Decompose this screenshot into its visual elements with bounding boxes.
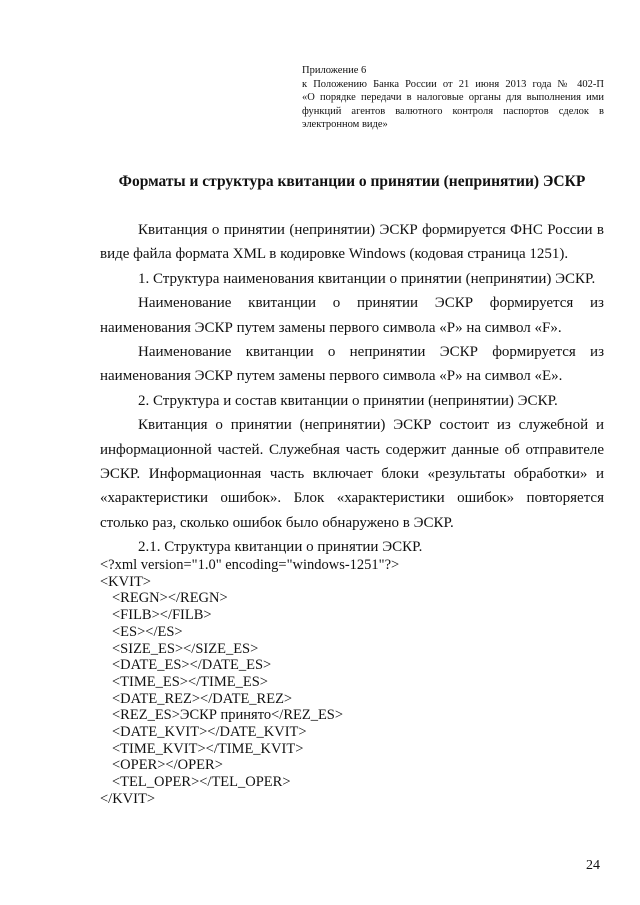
code-line: <TIME_ES></TIME_ES>	[112, 673, 268, 690]
paragraph: Квитанция о принятии (непринятии) ЭСКР формируется ФНС России в виде файла формата XML в кодировке Windows (кодовая страница 1251).	[100, 222, 604, 263]
appendix-reference-line: функций агентов валютного контроля паспортов сделок в	[302, 105, 604, 117]
code-line: <DATE_KVIT></DATE_KVIT>	[112, 724, 307, 741]
document-body	[100, 218, 604, 560]
paragraph: Наименование квитанции о принятии ЭСКР формируется из наименования ЭСКР путем замены первого символа «P» на символ «F».	[100, 295, 604, 336]
code-line: <SIZE_ES></SIZE_ES>	[112, 640, 259, 657]
appendix-reference-line: «О порядке передачи в налоговые органы для выполнения ими	[302, 92, 604, 104]
code-line: <?xml version="1.0" encoding="windows-1251"?>	[100, 557, 400, 573]
code-line: <REGN></REGN>	[112, 590, 228, 607]
paragraph: 2. Структура и состав квитанции о принятии (непринятии) ЭСКР.	[138, 392, 558, 409]
page-number: 24	[586, 858, 600, 873]
appendix-reference-line: электронном виде»	[302, 119, 388, 131]
paragraph: Квитанция о принятии (непринятии) ЭСКР состоит из служебной и информационной частей. Служебная часть содержит данные об отправителе ЭСКР. Информационная часть включает блоки «результаты обработки» и «характеристики ошибок». Блок «характеристики ошибок» повторяется столько раз, сколько ошибок было обнаружено в ЭСКР.	[100, 417, 604, 531]
code-line: <TIME_KVIT></TIME_KVIT>	[112, 740, 304, 757]
code-line: <REZ_ES>ЭСКР принято</REZ_ES>	[112, 707, 344, 724]
code-line: <KVIT>	[100, 573, 151, 590]
document-title: Форматы и структура квитанции о принятии (непринятии) ЭСКР	[118, 173, 586, 190]
code-line: <DATE_REZ></DATE_REZ>	[112, 690, 293, 707]
appendix-header-note	[302, 64, 604, 132]
xml-structure-listing	[100, 557, 399, 808]
paragraph: 2.1. Структура квитанции о принятии ЭСКР.	[138, 539, 423, 556]
appendix-reference-line: к Положению Банка России от 21 июня 2013 года № 402-П	[302, 78, 604, 90]
code-line: <TEL_OPER></TEL_OPER>	[112, 774, 291, 791]
code-line: <ES></ES>	[112, 623, 183, 640]
appendix-number: Приложение 6	[302, 65, 367, 76]
code-line: <DATE_ES></DATE_ES>	[112, 657, 272, 674]
code-line: <OPER></OPER>	[112, 757, 223, 774]
paragraph: 1. Структура наименования квитанции о принятии (непринятии) ЭСКР.	[138, 270, 596, 287]
code-line: <FILB></FILB>	[112, 607, 212, 624]
paragraph: Наименование квитанции о непринятии ЭСКР формируется из наименования ЭСКР путем замены первого символа «P» на символ «E».	[100, 344, 604, 385]
code-line: </KVIT>	[100, 790, 156, 807]
